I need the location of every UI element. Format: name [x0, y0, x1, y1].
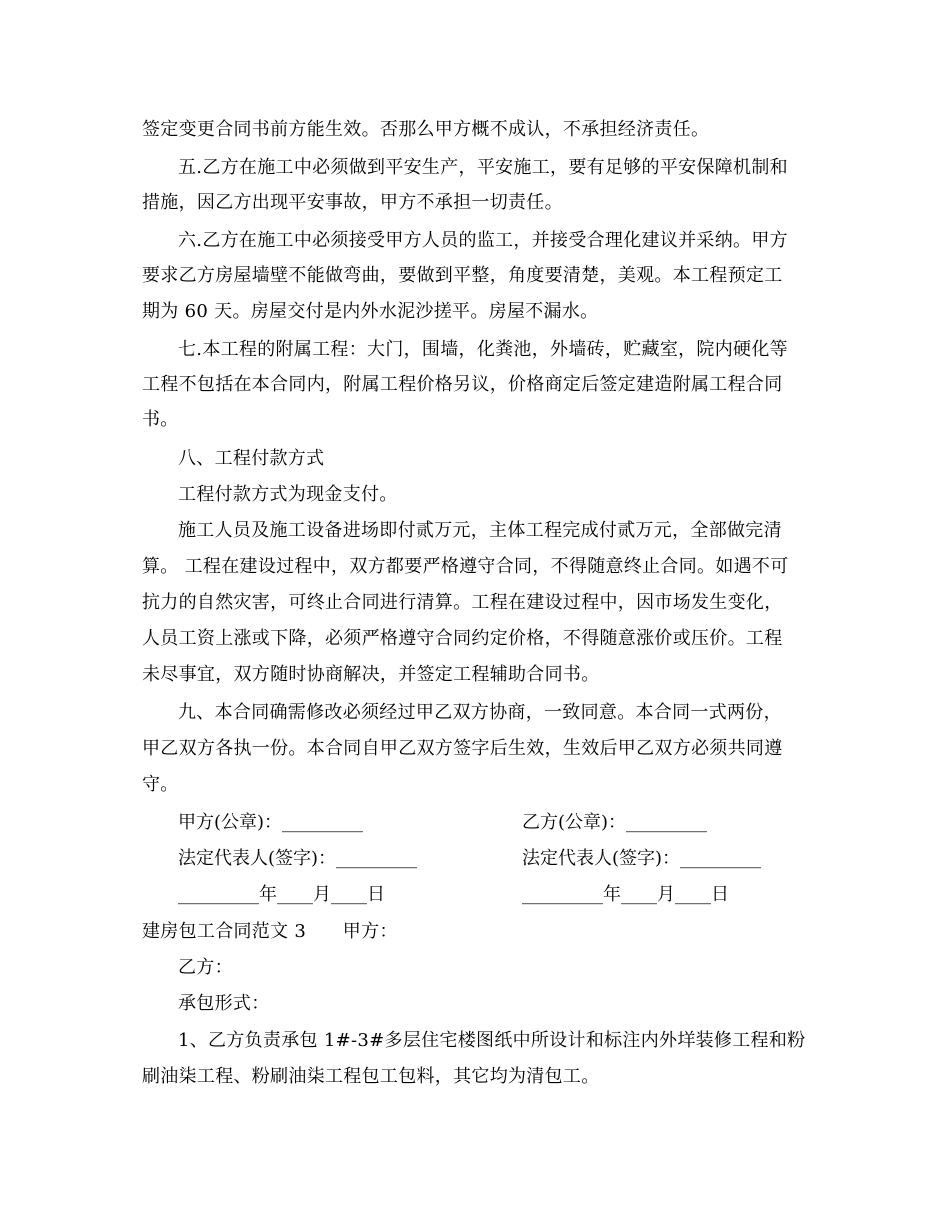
contract-heading: 建房包工合同范文 3 甲方：	[142, 921, 398, 942]
paragraph-line: 1、乙方负责承包 1#-3#多层住宅楼图纸中所设计和标注内外垟装修工程和粉	[178, 1030, 806, 1051]
section-heading: 八、工程付款方式	[178, 448, 325, 469]
paragraph-line: 措施，因乙方出现平安事故，甲方不承担一切责任。	[142, 192, 563, 213]
paragraph-line: 工程不包括在本合同内，附属工程价格另议，价格商定后签定建造附属工程合同	[142, 374, 783, 395]
paragraph-line: 刷油柒工程、粉刷油柒工程包工包料，其它均为清包工。	[142, 1066, 600, 1087]
paragraph-line: 施工人员及施工设备进场即付贰万元，主体工程完成付贰万元，全部做完清	[178, 520, 782, 541]
paragraph-line: 工程付款方式为现金支付。	[178, 484, 398, 505]
contract-form-label: 承包形式：	[178, 993, 270, 1014]
paragraph-line: 抗力的自然灾害，可终止合同进行清算。工程在建设过程中，因市场发生变化，	[142, 592, 783, 613]
party-b-label: 乙方：	[178, 957, 233, 978]
party-b-representative-field: 法定代表人(签字)：_________	[522, 848, 762, 869]
paragraph-line: 六.乙方在施工中必须接受甲方人员的监工，并接受合理化建议并采纳。甲方	[178, 230, 788, 251]
paragraph-line: 要求乙方房屋墙壁不能做弯曲，要做到平整，角度要清楚，美观。本工程预定工	[142, 265, 783, 286]
party-b-date-field: _________年____月____日	[522, 884, 729, 905]
paragraph-line: 未尽事宜，双方随时协商解决，并签定工程辅助合同书。	[142, 664, 600, 685]
paragraph-line: 书。	[142, 409, 179, 430]
party-a-date-field: _________年____月____日	[178, 884, 385, 905]
paragraph-line: 五.乙方在施工中必须做到平安生产，平安施工，要有足够的平安保障机制和	[178, 157, 788, 178]
paragraph-line: 签定变更合同书前方能生效。否那么甲方概不成认，不承担经济责任。	[142, 119, 710, 140]
party-b-seal-field: 乙方(公章)：_________	[522, 812, 708, 833]
party-a-representative-field: 法定代表人(签字)：_________	[178, 848, 418, 869]
paragraph-line: 守。	[142, 774, 179, 795]
paragraph-line: 甲乙双方各执一份。本合同自甲乙双方签字后生效，生效后甲乙双方必须共同遵	[142, 738, 783, 759]
party-a-seal-field: 甲方(公章)：_________	[178, 812, 364, 833]
paragraph-line: 算。 工程在建设过程中，双方都要严格遵守合同，不得随意终止合同。如遇不可	[142, 556, 789, 577]
paragraph-line: 人员工资上涨或下降，必须严格遵守合同约定价格，不得随意涨价或压价。工程	[142, 628, 783, 649]
paragraph-line: 九、本合同确需修改必须经过甲乙双方协商，一致同意。本合同一式两份，	[178, 702, 782, 723]
paragraph-line: 七.本工程的附属工程：大门，围墙，化粪池，外墙砖，贮藏室，院内硬化等	[178, 339, 788, 360]
paragraph-line: 期为 60 天。房屋交付是内外水泥沙搓平。房屋不漏水。	[142, 301, 599, 322]
